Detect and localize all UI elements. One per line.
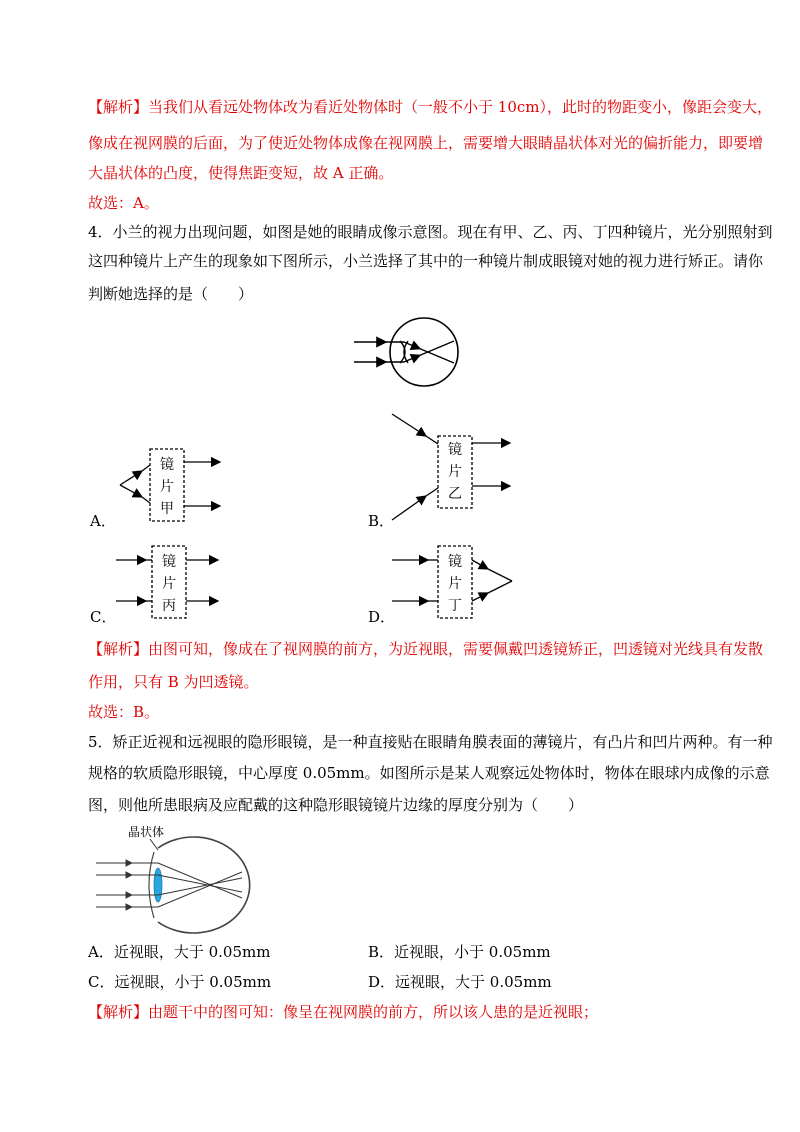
lens-a-label-1: 镜	[160, 457, 174, 473]
lens-c-label-2: 片	[162, 576, 176, 592]
q5-number: 5．	[88, 733, 113, 751]
q4-option-c-letter[interactable]: C．	[90, 608, 117, 626]
q4-option-a-letter[interactable]: A．	[90, 512, 116, 530]
lens-c-label-3: 丙	[162, 598, 176, 614]
prev-analysis-line-2: 像成在视网膜的后面，为了使近处物体成像在视网膜上，需要增大眼睛晶状体对光的偏折能力，即要增	[88, 134, 764, 152]
q4-number: 4．	[88, 223, 113, 241]
q4-analysis-line-2: 作用，只有 B 为凹透镜。	[88, 673, 259, 691]
analysis-tag: 【解析】	[88, 98, 149, 116]
crystalline-lens-label: 晶状体	[128, 825, 165, 839]
q4-analysis-line-1: 【解析】由图可知，像成在了视网膜的前方，为近视眼，需要佩戴凹透镜矫正，凹透镜对光线具有发散	[88, 640, 764, 658]
prev-answer: 故选：A。	[88, 194, 159, 212]
q5-analysis: 【解析】由题干中的图可知：像呈在视网膜的前方，所以该人患的是近视眼；	[88, 1003, 599, 1021]
prev-analysis-line-3: 大晶状体的凸度，使得焦距变短，故 A 正确。	[88, 164, 394, 182]
lens-a-label-2: 片	[160, 479, 174, 495]
q4-option-b-letter[interactable]: B．	[368, 512, 395, 530]
lens-b-label-1: 镜	[448, 442, 462, 458]
q5-option-c[interactable]: C．远视眼，小于 0.05mm	[88, 973, 272, 991]
analysis-tag: 【解析】	[88, 1003, 149, 1021]
analysis-tag: 【解析】	[88, 640, 149, 658]
q4-line-2: 这四种镜片上产生的现象如下图所示，小兰选择了其中的一种镜片制成眼镜对她的视力进行矫正。请你	[88, 252, 764, 270]
q5-option-a[interactable]: A．近视眼，大于 0.05mm	[88, 943, 271, 961]
lens-b-label-2: 片	[448, 464, 462, 480]
q4-option-d-letter[interactable]: D．	[368, 608, 396, 626]
lens-a-label-3: 甲	[160, 501, 174, 517]
q5-line-2: 规格的软质隐形眼镜，中心厚度 0.05mm。如图所示是某人观察远处物体时，物体在眼球内成像的示意	[88, 764, 770, 782]
q4-line-1: 4．小兰的视力出现问题，如图是她的眼睛成像示意图。现在有甲、乙、丙、丁四种镜片，光分别照射到	[88, 223, 773, 241]
q5-line-3: 图，则他所患眼病及应配戴的这种隐形眼镜镜片边缘的厚度分别为（ ）	[88, 796, 584, 814]
q4-answer: 故选：B。	[88, 703, 160, 721]
q5-line-1: 5．矫正近视和远视眼的隐形眼镜，是一种直接贴在眼睛角膜表面的薄镜片，有凸片和凹片两种。有一种	[88, 733, 773, 751]
q4-option-d-diagram	[388, 543, 518, 623]
q4-option-a-diagram	[118, 445, 228, 525]
q4-eye-diagram	[350, 315, 470, 390]
lens-c-label-1: 镜	[162, 554, 176, 570]
lens-b-label-3: 乙	[448, 486, 462, 502]
lens-d-label-1: 镜	[448, 554, 462, 570]
q5-option-d[interactable]: D．远视眼，大于 0.05mm	[368, 973, 552, 991]
q5-eye-diagram	[92, 822, 282, 932]
q5-option-b[interactable]: B．近视眼，小于 0.05mm	[368, 943, 551, 961]
q4-option-b-diagram	[390, 408, 520, 523]
lens-d-label-3: 丁	[448, 598, 462, 614]
q4-line-3: 判断她选择的是（ ）	[88, 285, 254, 303]
lens-d-label-2: 片	[448, 576, 462, 592]
prev-analysis-line-1: 【解析】当我们从看远处物体改为看近处物体时（一般不小于 10cm），此时的物距变小，像距会变大，	[88, 98, 772, 116]
q4-option-c-diagram	[112, 543, 232, 623]
